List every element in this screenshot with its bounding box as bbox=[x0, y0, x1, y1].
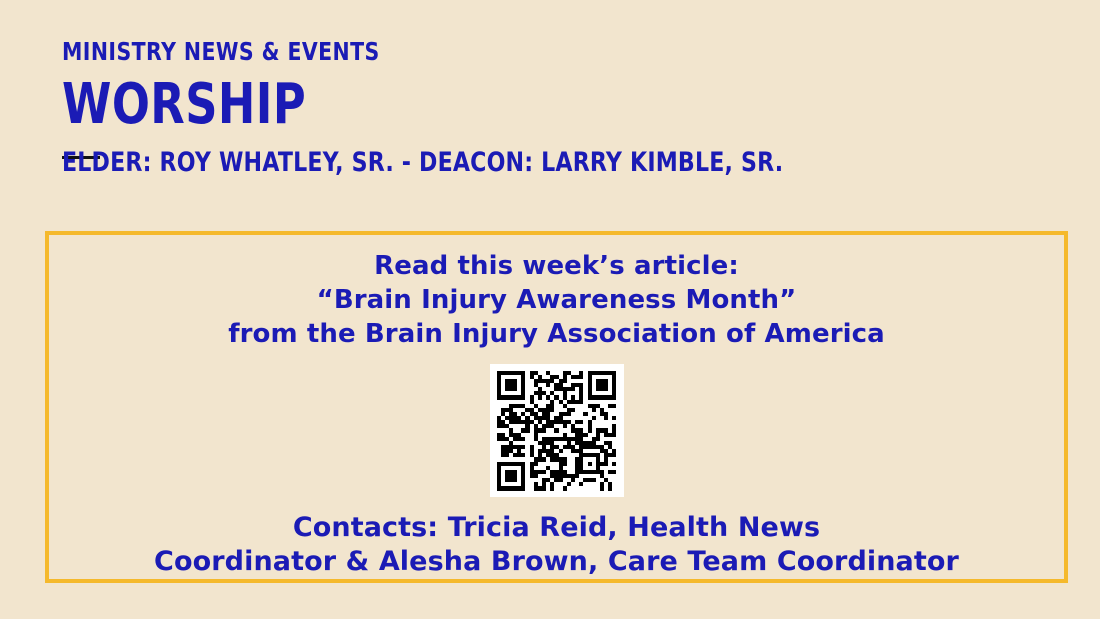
contacts-line-1: Contacts: Tricia Reid, Health News bbox=[292, 511, 821, 543]
article-callout bbox=[228, 249, 885, 351]
qr-code-icon[interactable] bbox=[497, 371, 617, 491]
contacts-block bbox=[154, 511, 959, 579]
contacts-line-2: Coordinator & Alesha Brown, Care Team Coordinator bbox=[154, 545, 959, 577]
qr-code-container bbox=[490, 364, 624, 497]
page-title: WORSHIP bbox=[62, 71, 307, 137]
leadership-subtitle: ELDER: ROY WHATLEY, SR. - DEACON: LARRY KIMBLE, SR. bbox=[62, 147, 784, 179]
eyebrow-label: MINISTRY NEWS & EVENTS bbox=[62, 37, 380, 66]
article-line-1: Read this week’s article: bbox=[374, 251, 739, 281]
article-line-2: “Brain Injury Awareness Month” bbox=[316, 285, 797, 316]
article-line-3: from the Brain Injury Association of America bbox=[228, 319, 885, 350]
announcement-card bbox=[45, 231, 1068, 583]
header-block bbox=[62, 38, 1062, 178]
